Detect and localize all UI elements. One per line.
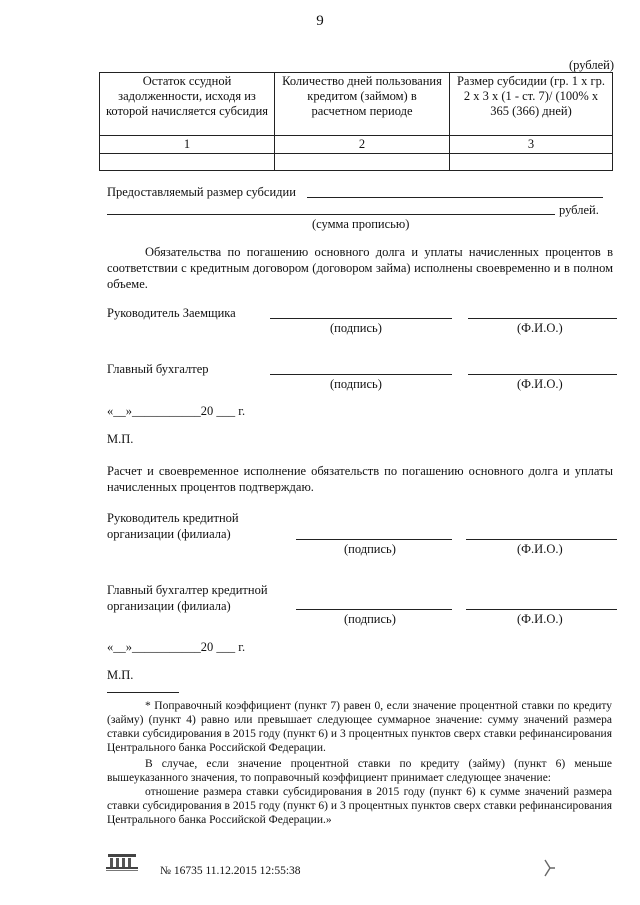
chief-accountant-signature-field[interactable]: [270, 374, 452, 375]
table-header-row: [100, 73, 613, 136]
subsidy-amount-field[interactable]: [307, 197, 603, 198]
header-cell-balance: Остаток ссудной задолженности, исходя из которой начисляется субсидия: [100, 73, 275, 136]
subsidy-words-field[interactable]: [107, 214, 555, 215]
footnote-paragraph: * Поправочный коэффициент (пункт 7) равен 0, если значение процентной ставки по кредиту (займу) (пункт 4) равно или превышает следующее суммарное значение: сумму значений размера ставки субсидирования в 2015 году (пункт 6) и 3 процентных пунктов сверх ставки рефинансирования Центрального банка Российской Федерации.: [107, 700, 612, 754]
borrower-head-label: Руководитель Заемщика: [107, 306, 236, 320]
date-line[interactable]: «__»___________20 ___ г.: [107, 404, 246, 418]
chief-accountant-label: Главный бухгалтер: [107, 362, 209, 376]
subsidy-caption: (сумма прописью): [312, 217, 410, 231]
page-number: 9: [316, 13, 324, 29]
footnote-separator: [107, 692, 179, 693]
subsidy-table: [99, 72, 613, 171]
name-caption: (Ф.И.О.): [517, 542, 563, 556]
bank-head-label: Руководитель кредитной организации (филиала): [107, 511, 239, 541]
table-row: [100, 154, 613, 171]
scan-mark-icon: [542, 858, 558, 878]
seal-mark: М.П.: [107, 432, 134, 446]
obligations-text: Обязательства по погашению основного долга и уплаты начисленных процентов в соответствии с кредитным договором (договором займа) исполнены своевременно и в полном объеме.: [107, 245, 613, 291]
seal-mark: М.П.: [107, 668, 134, 682]
column-number: 3: [450, 136, 613, 154]
bank-head-signature-field[interactable]: [296, 539, 452, 540]
signature-caption: (подпись): [344, 612, 396, 626]
subsidy-currency: рублей.: [559, 203, 599, 217]
bank-accountant-signature-field[interactable]: [296, 609, 452, 610]
header-cell-days: Количество дней пользования кредитом (займом) в расчетном периоде: [275, 73, 450, 136]
bank-accountant-name-field[interactable]: [466, 609, 617, 610]
table-cell[interactable]: [275, 154, 450, 171]
subsidy-label: Предоставляемый размер субсидии: [107, 185, 296, 199]
signature-caption: (подпись): [330, 377, 382, 391]
table-number-row: [100, 136, 613, 154]
name-caption: (Ф.И.О.): [517, 612, 563, 626]
footnote-paragraph: отношение размера ставки субсидирования в 2015 году (пункт 6) к сумме значений размера ставки субсидирования в 2015 году (пункт 6) и 3 процентных пунктов сверх ставки рефинансирования Центрального банка Российской Федерации.»: [107, 786, 612, 826]
column-number: 1: [100, 136, 275, 154]
name-caption: (Ф.И.О.): [517, 321, 563, 335]
table-cell[interactable]: [100, 154, 275, 171]
table-cell[interactable]: [450, 154, 613, 171]
bank-head-name-field[interactable]: [466, 539, 617, 540]
government-emblem-icon: [104, 852, 140, 872]
borrower-head-name-field[interactable]: [468, 318, 617, 319]
confirmation-text: Расчет и своевременное исполнение обязательств по погашению основного долга и уплаты начисленных процентов подтверждаю.: [107, 464, 613, 494]
registry-stamp: № 16735 11.12.2015 12:55:38: [160, 865, 301, 877]
column-number: 2: [275, 136, 450, 154]
header-cell-subsidy: Размер субсидии (гр. 1 х гр. 2 х 3 х (1 - ст. 7)/ (100% х 365 (366) дней): [450, 73, 613, 136]
signature-caption: (подпись): [344, 542, 396, 556]
name-caption: (Ф.И.О.): [517, 377, 563, 391]
chief-accountant-name-field[interactable]: [468, 374, 617, 375]
signature-caption: (подпись): [330, 321, 382, 335]
currency-note: (рублей): [568, 58, 614, 72]
bank-accountant-label: Главный бухгалтер кредитной организации (филиала): [107, 583, 268, 613]
date-line[interactable]: «__»___________20 ___ г.: [107, 640, 246, 654]
footnote-paragraph: В случае, если значение процентной ставки по кредиту (займу) (пункт 6) меньше вышеуказанного значения, то поправочный коэффициент принимает следующее значение:: [107, 758, 612, 784]
borrower-head-signature-field[interactable]: [270, 318, 452, 319]
